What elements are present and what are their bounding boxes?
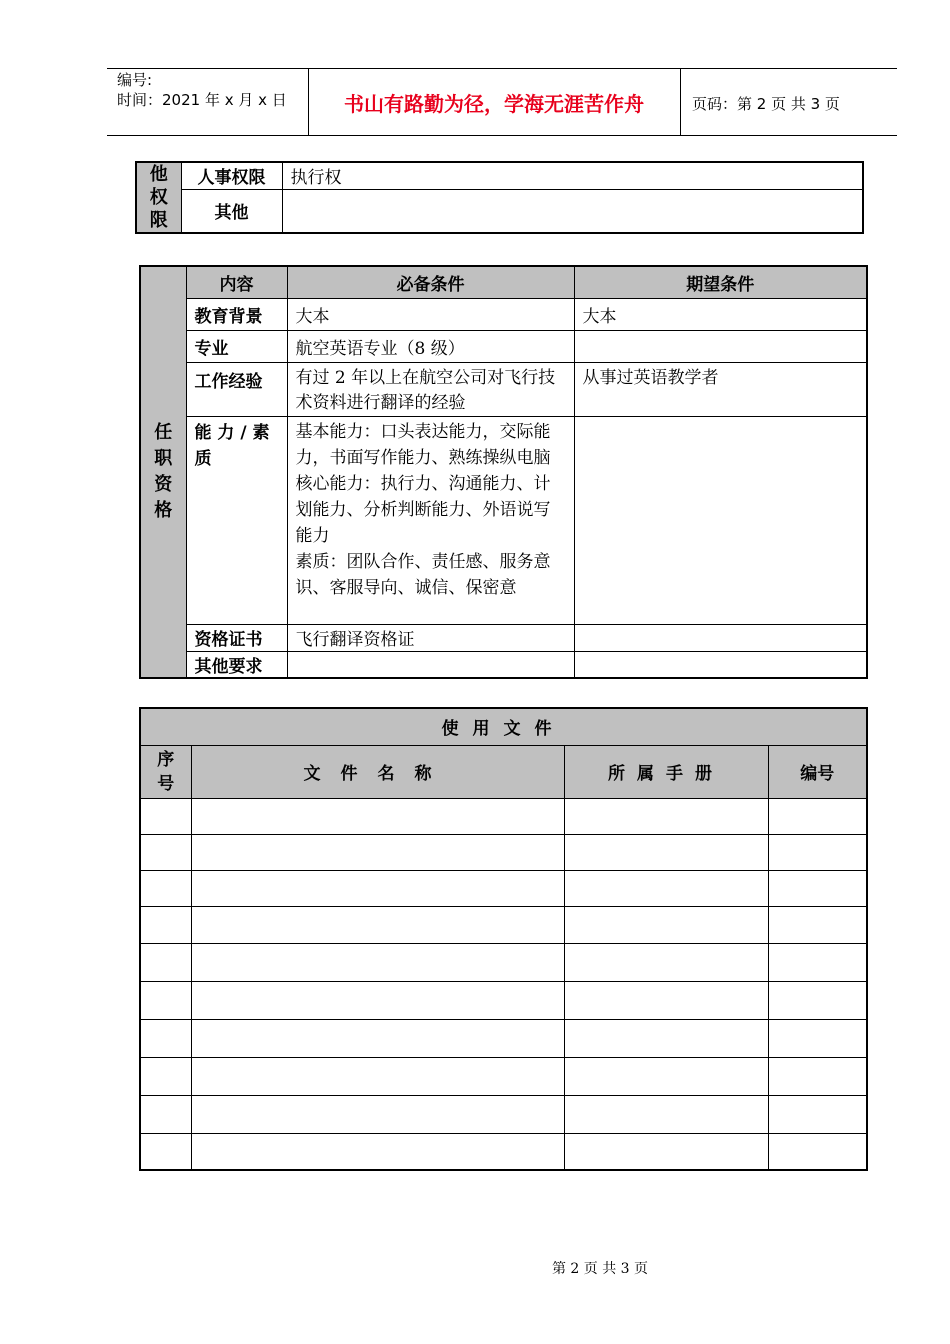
table-cell <box>191 943 564 981</box>
table-cell <box>191 798 564 834</box>
table-cell <box>140 943 191 981</box>
table-cell <box>140 1133 191 1170</box>
table-cell <box>140 1019 191 1057</box>
table-cell <box>140 906 191 943</box>
qualification-expected-certificate <box>574 624 867 651</box>
header-divider <box>680 68 681 136</box>
table-cell <box>768 870 867 906</box>
qualification-required-other <box>287 651 574 678</box>
page-footer <box>0 1258 950 1278</box>
table-row <box>140 1019 867 1057</box>
table-cell <box>191 906 564 943</box>
table-row <box>140 834 867 870</box>
table-row <box>140 870 867 906</box>
table-cell <box>140 1095 191 1133</box>
table-row <box>140 943 867 981</box>
table-cell <box>140 798 191 834</box>
documents-header-index <box>140 745 191 798</box>
table-row <box>140 1133 867 1170</box>
qualification-section-text: 任 职 资 格 <box>154 422 173 521</box>
documents-header-index-text: 序 号 <box>157 749 175 794</box>
table-cell <box>564 1019 768 1057</box>
table-cell <box>768 834 867 870</box>
table-row <box>140 1095 867 1133</box>
table-cell <box>768 1133 867 1170</box>
qualification-required-ability: 基本能力：口头表达能力，交际能力，书面写作能力、熟练操纵电脑 核心能力：执行力、沟通能力、计划能力、分析判断能力、外语说写能力 素质：团队合作、责任感、服务意识、客服导向、诚信、保密意 <box>287 416 574 624</box>
table-cell <box>140 870 191 906</box>
qualification-expected-other <box>574 651 867 678</box>
table-cell <box>564 834 768 870</box>
qualification-header-required: 必备条件 <box>287 266 574 298</box>
qualification-expected-education: 大本 <box>574 298 867 330</box>
table-cell <box>564 943 768 981</box>
table-cell <box>768 798 867 834</box>
authority-section-label <box>136 162 181 233</box>
table-cell <box>191 1095 564 1133</box>
document-number-label: 编号: <box>117 71 153 89</box>
table-cell <box>191 1019 564 1057</box>
qualification-label-experience: 工作经验 <box>186 362 287 416</box>
qualification-expected-major <box>574 330 867 362</box>
qualification-label-other: 其他要求 <box>186 651 287 678</box>
authority-value-personnel: 执行权 <box>282 162 863 189</box>
authority-section-text: 他 权 限 <box>149 164 168 231</box>
table-cell <box>768 1095 867 1133</box>
header-top-rule <box>107 68 897 69</box>
document-time-label: 时间：2021 年 x 月 x 日 <box>117 91 287 109</box>
authority-label-other: 其他 <box>181 189 282 233</box>
table-cell <box>564 870 768 906</box>
table-cell <box>768 943 867 981</box>
qualification-header-expected: 期望条件 <box>574 266 867 298</box>
header-page-number: 页码：第 2 页 共 3 页 <box>692 95 840 113</box>
table-cell <box>140 1057 191 1095</box>
table-cell <box>564 981 768 1019</box>
qualification-label-major: 专业 <box>186 330 287 362</box>
qualification-label-ability: 能 力 / 素 质 <box>186 416 287 624</box>
table-cell <box>191 981 564 1019</box>
table-cell <box>191 1133 564 1170</box>
qualification-required-education: 大本 <box>287 298 574 330</box>
qualification-required-major: 航空英语专业（8 级） <box>287 330 574 362</box>
documents-header-manual: 所属手册 <box>564 745 768 798</box>
table-cell <box>768 1057 867 1095</box>
qualification-expected-ability <box>574 416 867 624</box>
footer-page-number: 第 2 页 共 3 页 <box>551 1261 649 1277</box>
qualification-section-label <box>140 266 186 678</box>
authority-value-other <box>282 189 863 233</box>
table-cell <box>768 981 867 1019</box>
qualification-header-content: 内容 <box>186 266 287 298</box>
table-cell <box>564 1095 768 1133</box>
table-cell <box>564 906 768 943</box>
qualification-required-certificate: 飞行翻译资格证 <box>287 624 574 651</box>
header-meta <box>117 70 287 110</box>
documents-header-number: 编号 <box>768 745 867 798</box>
documents-title: 使用文件 <box>140 708 867 745</box>
table-cell <box>768 1019 867 1057</box>
header-motto: 书山有路勤为径，学海无涯苦作舟 <box>344 92 644 116</box>
table-row <box>140 1057 867 1095</box>
table-cell <box>564 1133 768 1170</box>
table-cell <box>564 1057 768 1095</box>
qualification-expected-experience: 从事过英语教学者 <box>574 362 867 416</box>
authority-table <box>135 161 864 234</box>
table-row <box>140 906 867 943</box>
table-cell <box>768 906 867 943</box>
table-cell <box>140 834 191 870</box>
qualification-label-education: 教育背景 <box>186 298 287 330</box>
qualification-required-experience: 有过 2 年以上在航空公司对飞行技术资料进行翻译的经验 <box>287 362 574 416</box>
table-cell <box>564 798 768 834</box>
header-bottom-rule <box>107 135 897 136</box>
documents-header-name: 文件名称 <box>191 745 564 798</box>
table-cell <box>191 834 564 870</box>
table-cell <box>191 870 564 906</box>
table-row <box>140 798 867 834</box>
qualification-table <box>139 265 868 679</box>
qualification-label-certificate: 资格证书 <box>186 624 287 651</box>
table-row <box>140 981 867 1019</box>
authority-label-personnel: 人事权限 <box>181 162 282 189</box>
table-cell <box>140 981 191 1019</box>
documents-table <box>139 707 868 1171</box>
table-cell <box>191 1057 564 1095</box>
